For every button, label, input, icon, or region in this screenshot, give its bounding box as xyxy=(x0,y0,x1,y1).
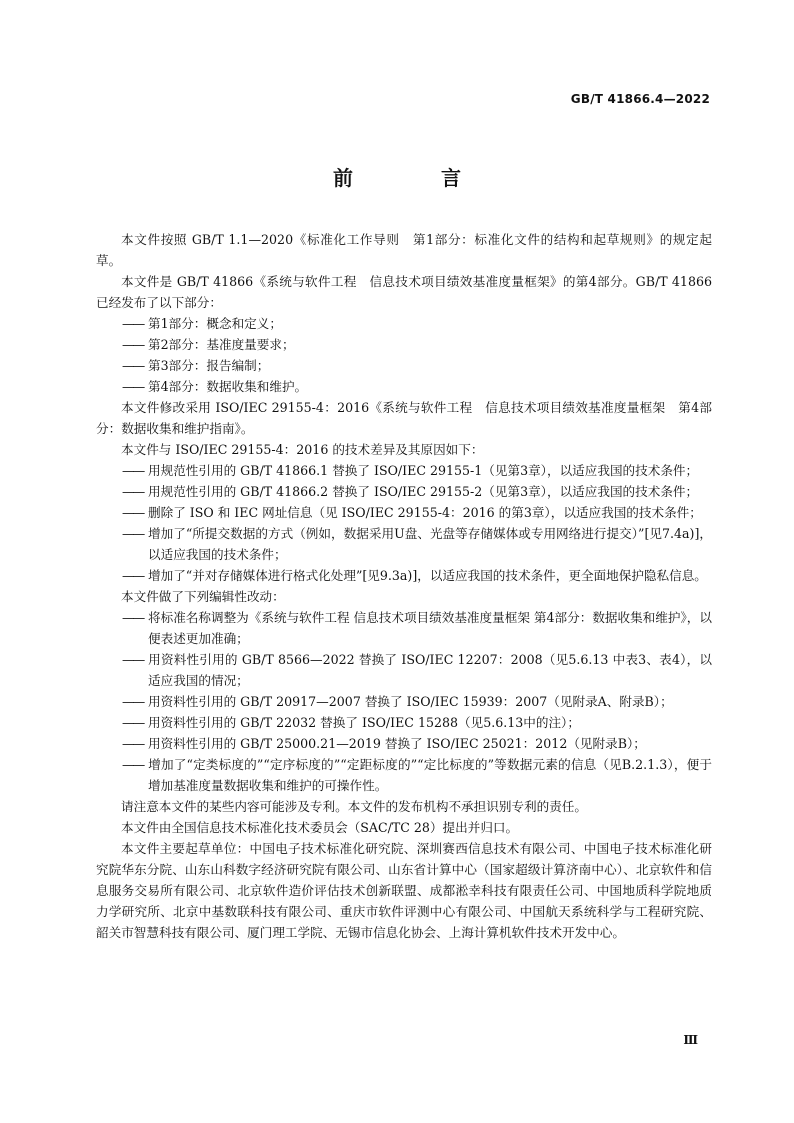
paragraph: 本文件按照 GB/T 1.1—2020《标准化工作导则 第1部分：标准化文件的结构和起草规则》的规定起草。 xyxy=(96,232,712,268)
page-title: 前 言 xyxy=(333,166,495,190)
paragraph: 本文件由全国信息技术标准化技术委员会（SAC/TC 28）提出并归口。 xyxy=(121,820,519,835)
list-item: —— 第2部分：基准度量要求； xyxy=(96,334,712,355)
list-item: —— 用资料性引用的 GB/T 22032 替换了 ISO/IEC 15288（见5.6.13中的注）； xyxy=(96,712,712,733)
foreword-body xyxy=(96,229,712,943)
list-item: —— 增加了“并对存储媒体进行格式化处理”[见9.3a)]，以适应我国的技术条件，更全面地保护隐私信息。 xyxy=(96,565,712,586)
list-item: —— 第1部分：概念和定义； xyxy=(96,313,712,334)
list-item: —— 用规范性引用的 GB/T 41866.2 替换了 ISO/IEC 29155-2（见第3章），以适应我国的技术条件； xyxy=(96,481,712,502)
paragraph: 本文件修改采用 ISO/IEC 29155-4：2016《系统与软件工程 信息技术项目绩效基准度量框架 第4部分：数据收集和维护指南》。 xyxy=(96,400,712,436)
list-item: —— 删除了 ISO 和 IEC 网址信息（见 ISO/IEC 29155-4：2016 的第3章），以适应我国的技术条件； xyxy=(96,502,712,523)
paragraph: 本文件主要起草单位：中国电子技术标准化研究院、深圳赛西信息技术有限公司、中国电子技术标准化研究院华东分院、山东山科数字经济研究院有限公司、山东省计算中心（国家超级计算济南中心）、北京软件和信息服务交易所有限公司、北京软件造价评估技术创新联盟、成都淞幸科技有限责任公司、中国地质科学院地质力学研究所、北京中基数联科技有限公司、重庆市软件评测中心有限公司、中国航天系统科学与工程研究院、韶关市智慧科技有限公司、厦门理工学院、无锡市信息化协会、上海计算机软件技术开发中心。 xyxy=(96,841,712,940)
document-id-header: GB/T 41866.4—2022 xyxy=(570,92,710,106)
list-item: —— 用资料性引用的 GB/T 25000.21—2019 替换了 ISO/IEC 25021：2012（见附录B）； xyxy=(96,733,712,754)
list-item: —— 增加了“定类标度的”“定序标度的”“定距标度的”“定比标度的”等数据元素的信息（见B.2.1.3），便于增加基准度量数据收集和维护的可操作性。 xyxy=(96,754,712,796)
page-number: Ⅲ xyxy=(683,1033,698,1047)
paragraph: 本文件做了下列编辑性改动： xyxy=(121,589,285,604)
list-item: —— 增加了“所提交数据的方式（例如，数据采用U盘、光盘等存储媒体或专用网络进行提交）”[见7.4a)]，以适应我国的技术条件； xyxy=(96,523,712,565)
list-item: —— 用资料性引用的 GB/T 20917—2007 替换了 ISO/IEC 15939：2007（见附录A、附录B）； xyxy=(96,691,712,712)
paragraph: 请注意本文件的某些内容可能涉及专利。本文件的发布机构不承担识别专利的责任。 xyxy=(121,799,587,814)
list-item: —— 第4部分：数据收集和维护。 xyxy=(96,376,712,397)
list-item: —— 将标准名称调整为《系统与软件工程 信息技术项目绩效基准度量框架 第4部分：数据收集和维护》，以便表述更加准确； xyxy=(96,607,712,649)
list-item: —— 用规范性引用的 GB/T 41866.1 替换了 ISO/IEC 29155-1（见第3章），以适应我国的技术条件； xyxy=(96,460,712,481)
paragraph: 本文件是 GB/T 41866《系统与软件工程 信息技术项目绩效基准度量框架》的第4部分。GB/T 41866已经发布了以下部分： xyxy=(96,274,712,310)
paragraph: 本文件与 ISO/IEC 29155-4：2016 的技术差异及其原因如下： xyxy=(121,442,484,457)
list-item: —— 第3部分：报告编制； xyxy=(96,355,712,376)
list-item: —— 用资料性引用的 GB/T 8566—2022 替换了 ISO/IEC 12207：2008（见5.6.13 中表3、表4），以适应我国的情况； xyxy=(96,649,712,691)
